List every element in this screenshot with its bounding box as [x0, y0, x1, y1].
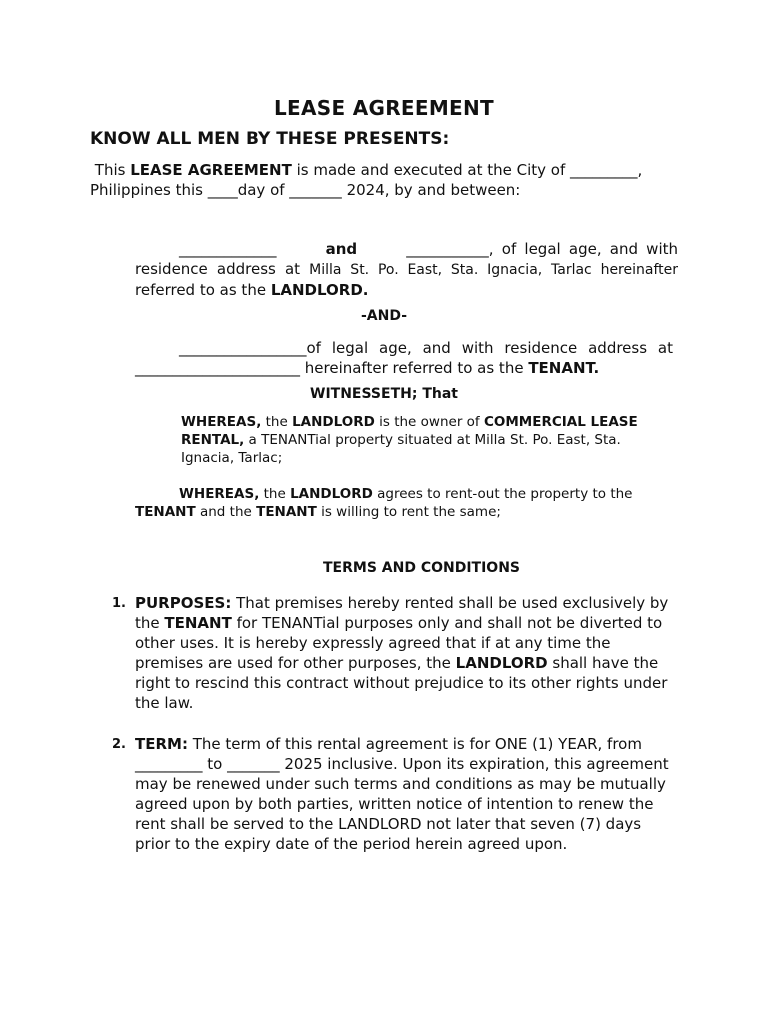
clause-1-tenant: TENANT — [164, 614, 232, 632]
tenant-text-2: hereinafter referred to as the — [300, 359, 529, 377]
tenant-role: TENANT. — [528, 359, 600, 377]
landlord-name-blank-2: ___________, — [406, 240, 494, 258]
tenant-address-blank: ______________________ — [135, 359, 300, 377]
whereas-2-tenant-1: TENANT — [135, 504, 196, 520]
clause-2-number: 2. — [112, 737, 126, 752]
landlord-address: Milla St. Po. East, Sta. Ignacia, Tarlac hereinafter — [309, 262, 678, 278]
whereas-1-text-1: the — [261, 414, 293, 430]
clause-1-text-2: for TENANTial purposes only and shall not be diverted to other uses. It is hereby expressly agreed that if at any time the premises are used for other purposes, the — [135, 614, 663, 672]
clause-2-heading: TERM: — [135, 735, 188, 753]
whereas-2-tenant-2: TENANT — [256, 504, 317, 520]
whereas-1-text-3: a TENANTial property situated at Milla St. Po. East, Sta. Ignacia, Tarlac; — [181, 432, 621, 466]
landlord-party-paragraph — [135, 239, 678, 300]
intro-text-3: Philippines this ____day of _______ 2024, by and between: — [90, 181, 521, 199]
intro-text-1: This — [94, 161, 131, 179]
terms-heading: TERMS AND CONDITIONS — [323, 560, 521, 576]
whereas-1-property-type: COMMERCIAL LEASE RENTAL, — [181, 414, 638, 448]
intro-paragraph — [90, 160, 665, 200]
whereas-2-text-4: is willing to rent the same; — [316, 504, 501, 520]
whereas-2-keyword: WHEREAS, — [179, 486, 260, 502]
landlord-text-2: referred to as the — [135, 281, 271, 299]
clause-2-text — [135, 734, 675, 854]
clause-1-landlord: LANDLORD — [455, 654, 548, 672]
landlord-role: LANDLORD. — [270, 281, 369, 299]
whereas-clause-2 — [135, 485, 675, 521]
clause-1-text-3: shall have the right to rescind this contract without prejudice to its other rights under the law. — [135, 654, 668, 712]
clause-1-number: 1. — [112, 596, 126, 611]
landlord-text-1: of legal age, and with residence address at — [135, 240, 678, 278]
tenant-text-1: of legal age, and with residence address at — [306, 339, 673, 357]
tenant-name-blank: _________________ — [179, 339, 307, 357]
clause-1-text — [135, 593, 675, 713]
whereas-clause-1 — [181, 413, 671, 467]
landlord-and-word: and — [325, 240, 358, 258]
tenant-party-paragraph — [135, 338, 673, 378]
document-subtitle: KNOW ALL MEN BY THESE PRESENTS: — [90, 129, 450, 149]
intro-agreement-name: LEASE AGREEMENT — [130, 161, 292, 179]
clause-1-heading: PURPOSES: — [135, 594, 232, 612]
witnesseth-heading: WITNESSETH; That — [310, 386, 458, 402]
whereas-2-text-1: the — [259, 486, 291, 502]
and-separator: -AND- — [360, 308, 408, 324]
document-title: LEASE AGREEMENT — [274, 96, 494, 120]
intro-text-2: is made and executed at the City of _________, — [291, 161, 643, 179]
whereas-1-keyword: WHEREAS, — [181, 414, 262, 430]
whereas-2-text-2: agrees to rent-out the property to the — [372, 486, 633, 502]
clause-2-text-1: The term of this rental agreement is for ONE (1) YEAR, from _________ to _______ 2025 inclusive. Upon its expiration, this agreement may be renewed under such terms and conditions as may be mutually agreed upon by both parties, written notice of intention to renew the rent shall be served to the LANDLORD not later that seven (7) days prior to the expiry date of the period herein agreed upon. — [135, 735, 669, 853]
landlord-name-blank-1: _____________ — [179, 240, 277, 258]
whereas-2-landlord: LANDLORD — [290, 486, 373, 502]
whereas-1-text-2: is the owner of — [374, 414, 484, 430]
whereas-1-landlord: LANDLORD — [292, 414, 375, 430]
clause-1-text-1: That premises hereby rented shall be used exclusively by the — [135, 594, 669, 632]
whereas-2-text-3: and the — [195, 504, 257, 520]
